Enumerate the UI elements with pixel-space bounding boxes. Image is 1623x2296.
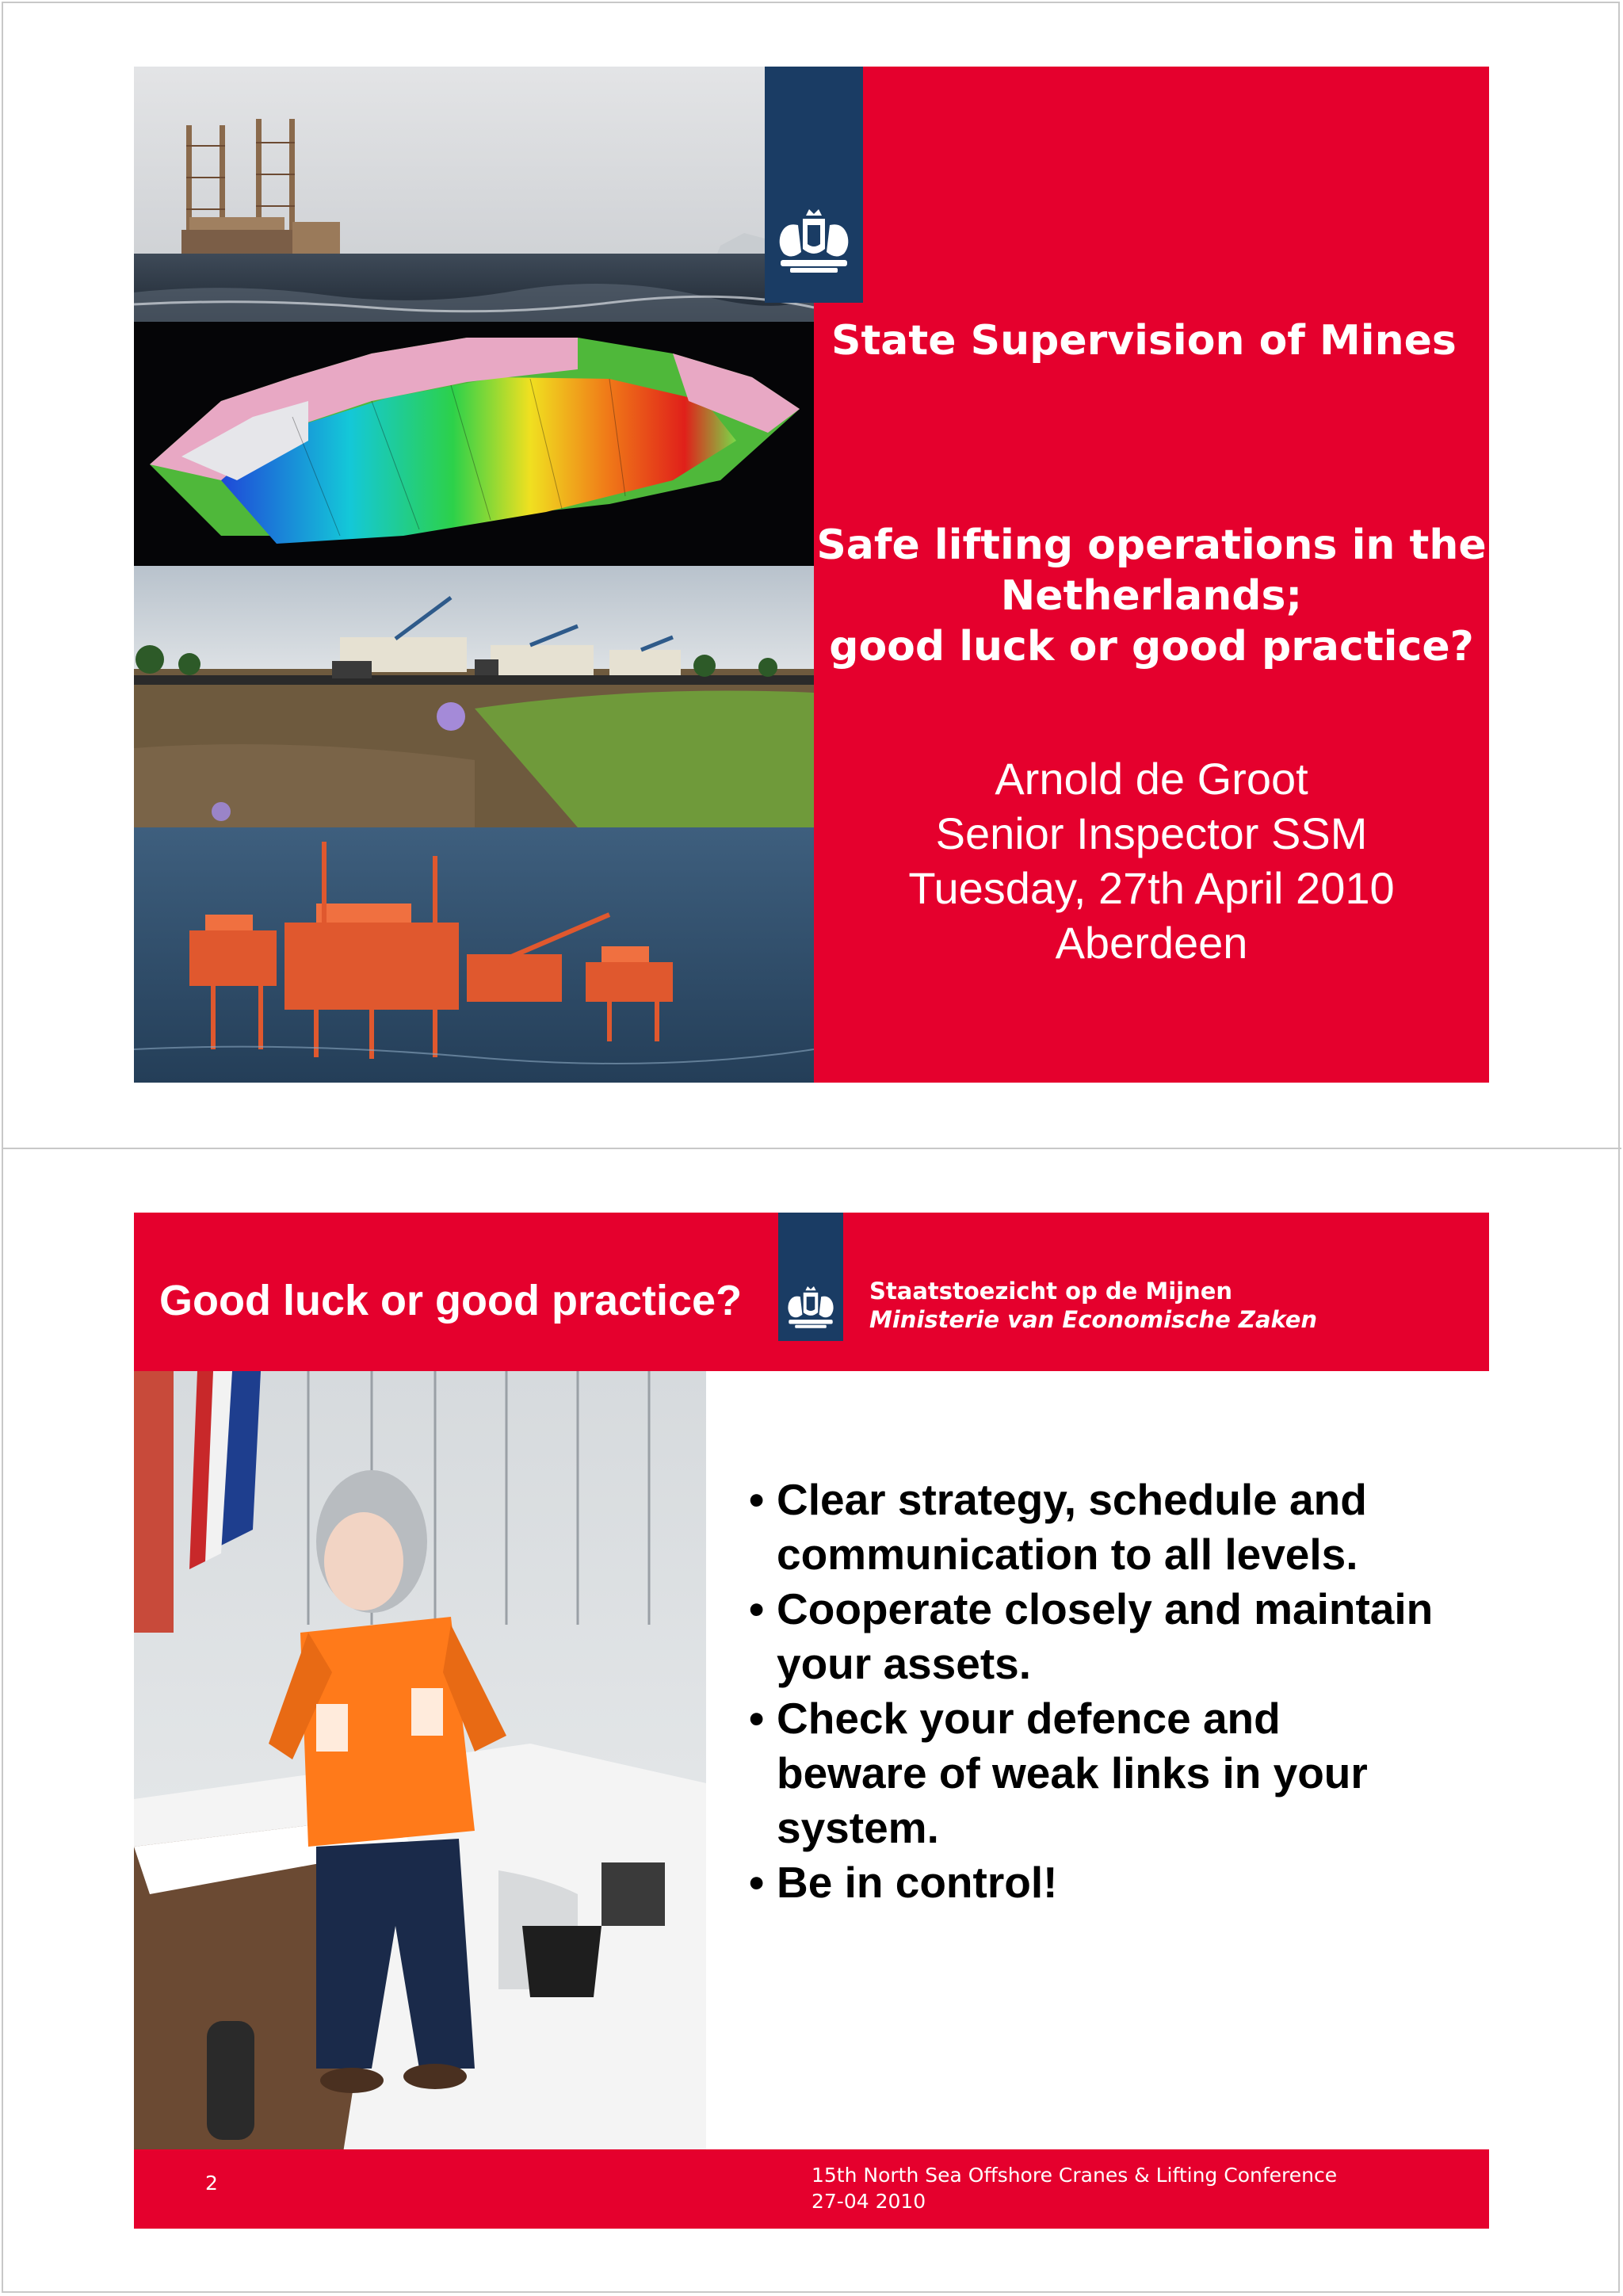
conference-info bbox=[812, 2162, 1337, 2214]
presentation-title-line: good luck or good practice? bbox=[829, 623, 1474, 670]
presentation-location: Aberdeen bbox=[1055, 918, 1248, 968]
presentation-title-line: Netherlands; bbox=[1000, 572, 1303, 620]
presentation-title-line: Safe lifting operations in the bbox=[816, 521, 1487, 569]
bullet-line: • Clear strategy, schedule and bbox=[777, 1475, 1367, 1524]
ministry-name: Ministerie van Economische Zaken bbox=[869, 1306, 1318, 1333]
organization-title: State Supervision of Mines bbox=[831, 317, 1457, 365]
offshore-rigs-photo bbox=[134, 67, 814, 322]
bullet-line: • Cooperate closely and maintain bbox=[777, 1584, 1434, 1633]
bullet-item bbox=[749, 1855, 1478, 1910]
child-life-jacket-photo bbox=[134, 1371, 706, 2173]
bullet-item bbox=[749, 1473, 1478, 1582]
bullet-line: • Check your defence and bbox=[777, 1694, 1281, 1743]
presenter-name: Arnold de Groot bbox=[995, 754, 1308, 804]
bullet-list bbox=[749, 1473, 1478, 1910]
bullet-item bbox=[749, 1582, 1478, 1691]
government-logo bbox=[778, 1213, 843, 1341]
presentation-title bbox=[814, 520, 1489, 672]
presenter-info bbox=[814, 751, 1489, 970]
slide-2 bbox=[134, 1213, 1489, 2229]
page-number: 2 bbox=[205, 2172, 218, 2195]
presenter-role: Senior Inspector SSM bbox=[935, 808, 1368, 858]
bullet-line: communication to all levels. bbox=[777, 1530, 1358, 1579]
offshore-platform-photo bbox=[134, 827, 814, 1083]
reservoir-model-image bbox=[134, 322, 814, 566]
pipeline-construction-photo bbox=[134, 566, 814, 827]
photo-collage bbox=[134, 67, 814, 1083]
slide-header bbox=[134, 1213, 1489, 1371]
slide-1 bbox=[134, 67, 1489, 1083]
government-logo bbox=[765, 67, 863, 303]
slide-footer bbox=[134, 2149, 1489, 2229]
slide-title: Good luck or good practice? bbox=[159, 1277, 743, 1324]
presentation-date: Tuesday, 27th April 2010 bbox=[908, 863, 1395, 913]
bullet-line: system. bbox=[777, 1803, 939, 1852]
agency-name: Staatstoezicht op de Mijnen bbox=[869, 1278, 1233, 1305]
bullet-line: your assets. bbox=[777, 1639, 1032, 1688]
bullet-item bbox=[749, 1691, 1478, 1855]
page-divider bbox=[2, 1148, 1621, 1149]
bullet-line: • Be in control! bbox=[777, 1858, 1058, 1907]
conference-date: 27-04 2010 bbox=[812, 2190, 926, 2213]
conference-name: 15th North Sea Offshore Cranes & Lifting Conference bbox=[812, 2164, 1338, 2187]
coat-of-arms-icon bbox=[785, 1284, 837, 1331]
coat-of-arms-icon bbox=[774, 208, 854, 276]
bullet-line: beware of weak links in your bbox=[777, 1748, 1368, 1797]
